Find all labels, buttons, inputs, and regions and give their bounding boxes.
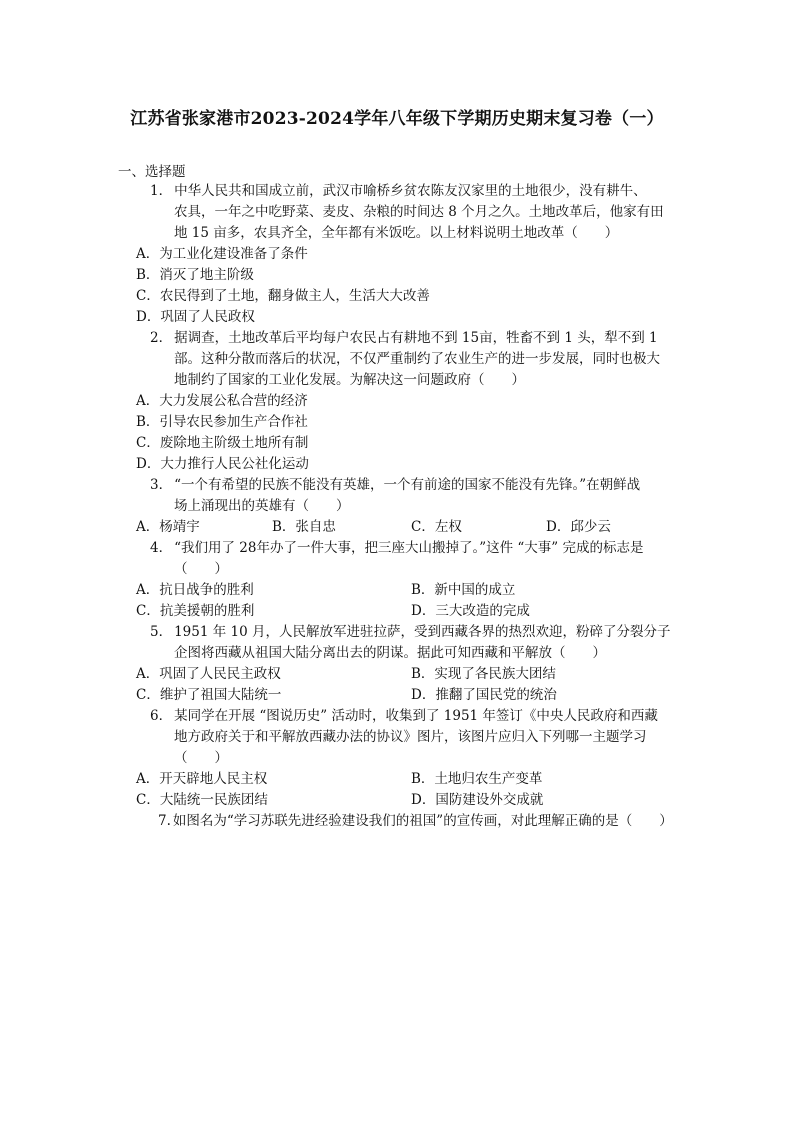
question-number: 4．: [150, 540, 173, 556]
question-number: 6．: [150, 708, 173, 724]
option-d: D．三大改造的完成: [411, 603, 530, 619]
option-b: B．实现了各民族大团结: [411, 666, 556, 682]
option-c: C．废除地主阶级土地所有制: [136, 435, 309, 451]
option-b: B．引导农民参加生产合作社: [136, 414, 308, 430]
option-a: A．大力发展公私合营的经济: [136, 393, 308, 409]
option-b: B．土地归农生产变革: [411, 771, 543, 787]
question-7: [158, 811, 698, 832]
question-text: 场上涌现出的英雄有（ ）: [174, 498, 350, 514]
question-text: 部。这种分散而落后的状况，不仅严重制约了农业生产的进一步发展，同时也极大: [174, 351, 660, 367]
question-4: [150, 538, 680, 580]
question-3: [150, 475, 680, 517]
option-b: B．消灭了地主阶级: [136, 267, 254, 283]
question-text: 1951 年 10 月，人民解放军进驻拉萨，受到西藏各界的热烈欢迎，粉碎了分裂分子: [174, 624, 671, 640]
question-text: 企图将西藏从祖国大陆分离出去的阴谋。据此可知西藏和平解放（ ）: [174, 645, 606, 661]
option-a: A．巩固了人民民主政权: [136, 666, 281, 682]
option-c: C．大陆统一民族团结: [136, 792, 268, 808]
page-title: 江苏省张家港市2023-2024学年八年级下学期历史期末复习卷（一）: [130, 109, 664, 129]
question-text: 如图名为“学习苏联先进经验建设我们的祖国”的宣传画，对此理解正确的是（ ）: [172, 813, 673, 829]
question-number: 7.: [158, 813, 171, 829]
option-d: D．邱少云: [546, 519, 611, 535]
option-d: D．国防建设外交成就: [411, 792, 544, 808]
option-d: D．巩固了人民政权: [136, 309, 255, 325]
question-number: 3．: [150, 477, 173, 493]
question-text: 据调查，土地改革后平均每户农民占有耕地不到 15亩，牲畜不到 1 头，犁不到 1: [174, 330, 658, 346]
question-text: 地方政府关于和平解放西藏办法的协议》图片，该图片应归入下列哪一主题学习: [174, 729, 647, 745]
option-c: C．农民得到了土地，翻身做主人，生活大大改善: [136, 288, 430, 304]
question-text: 某同学在开展 “图说历史” 活动时，收集到了 1951 年签订《中央人民政府和西藏: [174, 708, 658, 724]
option-a: A．开天辟地人民主权: [136, 771, 268, 787]
question-text: （ ）: [174, 750, 228, 766]
question-text: （ ）: [174, 561, 228, 577]
question-6: [150, 706, 680, 769]
option-a: A．为工业化建设准备了条件: [136, 246, 308, 262]
question-5: [150, 622, 680, 664]
question-text: “我们用了 28年办了一件大事，把三座大山搬掉了。”这件 “大事” 完成的标志是: [174, 540, 644, 556]
option-a: A．抗日战争的胜利: [136, 582, 254, 598]
question-text: “一个有希望的民族不能没有英雄，一个有前途的国家不能没有先锋。”在朝鲜战: [174, 477, 641, 493]
option-d: D．推翻了国民党的统治: [411, 687, 557, 703]
question-text: 地 15 亩多，农具齐全，全年都有米饭吃。以上材料说明土地改革（ ）: [174, 225, 619, 241]
question-number: 1．: [150, 183, 173, 199]
option-a: A．杨靖宇: [136, 519, 200, 535]
question-text: 中华人民共和国成立前，武汉市喻桥乡贫农陈友汉家里的土地很少，没有耕牛、: [174, 183, 647, 199]
question-number: 5．: [150, 624, 173, 640]
question-text: 农具，一年之中吃野菜、麦皮、杂粮的时间达 8 个月之久。土地改革后，他家有田: [174, 204, 664, 220]
question-number: 2．: [150, 330, 173, 346]
option-c: C．维护了祖国大陆统一: [136, 687, 282, 703]
option-c: C．抗美援朝的胜利: [136, 603, 255, 619]
section-heading: 一、选择题: [118, 164, 186, 180]
option-d: D．大力推行人民公社化运动: [136, 456, 309, 472]
question-2: [150, 328, 680, 391]
option-b: B．新中国的成立: [411, 582, 516, 598]
question-1: [150, 181, 680, 244]
option-b: B．张自忠: [272, 519, 336, 535]
option-c: C．左权: [411, 519, 462, 535]
question-text: 地制约了国家的工业化发展。为解决这一问题政府（ ）: [174, 372, 525, 388]
